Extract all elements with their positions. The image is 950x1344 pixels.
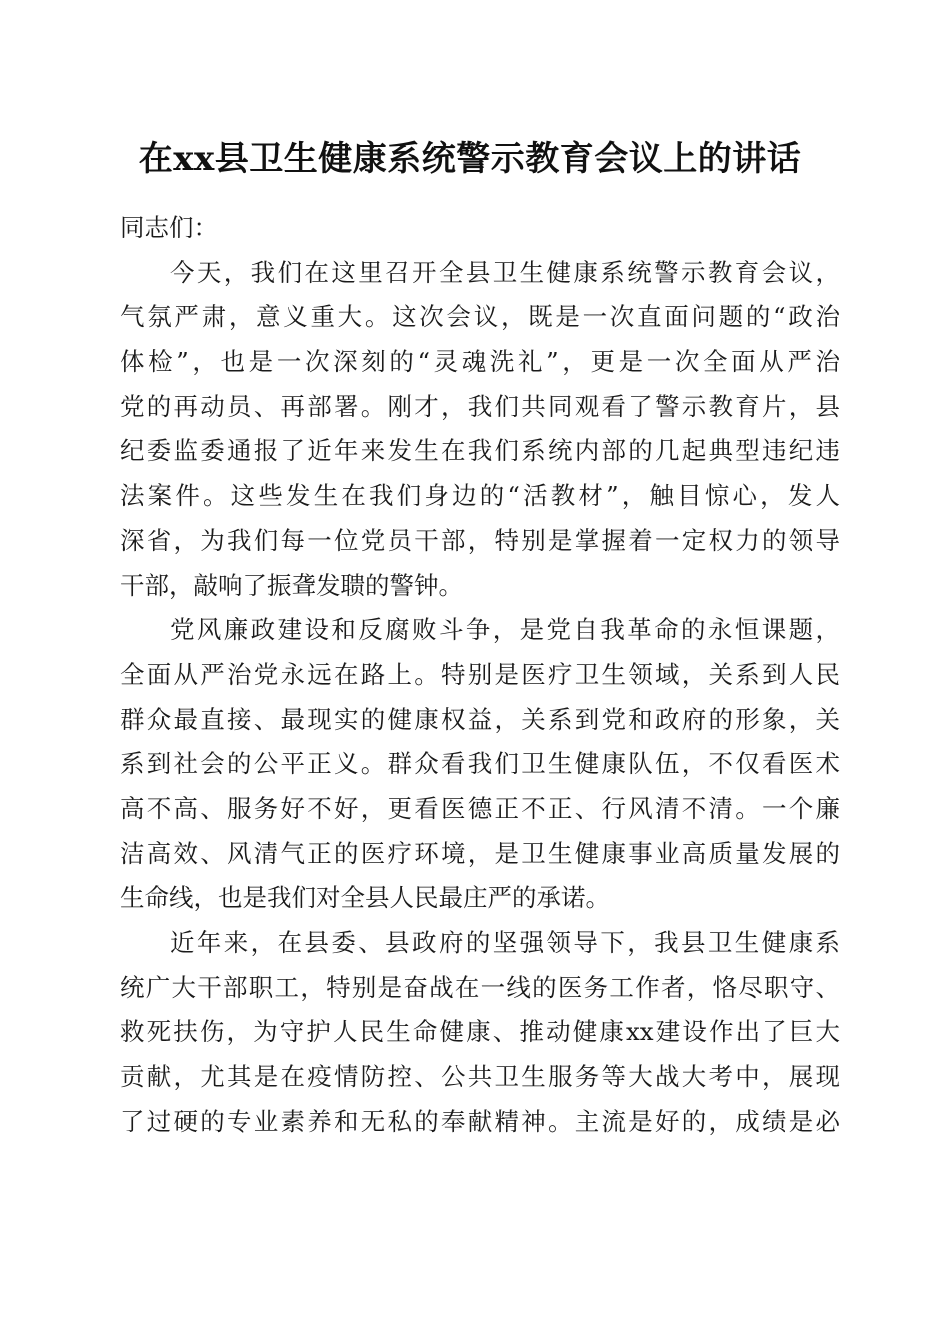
text-line: 今天，我们在这里召开全县卫生健康系统警示教育会议，: [170, 257, 840, 287]
text-line: 法案件。这些发生在我们身边的“活教材”，触目惊心，发人: [120, 481, 840, 511]
text-line: 全面从严治党永远在路上。特别是医疗卫生领域，关系到人民: [120, 659, 840, 689]
text-line: 了过硬的专业素养和无私的奉献精神。主流是好的，成绩是必: [120, 1106, 840, 1136]
text-line: 纪委监委通报了近年来发生在我们系统内部的几起典型违纪违: [120, 436, 840, 466]
text-line: 体检”，也是一次深刻的“灵魂洗礼”，更是一次全面从严治: [120, 347, 840, 377]
text-line: 系到社会的公平正义。群众看我们卫生健康队伍，不仅看医术: [120, 749, 840, 779]
text-line: 深省，为我们每一位党员干部，特别是掌握着一定权力的领导: [120, 525, 840, 555]
text-line: 党的再动员、再部署。刚才，我们共同观看了警示教育片，县: [120, 391, 840, 421]
text-line: 近年来，在县委、县政府的坚强领导下，我县卫生健康系: [170, 928, 840, 957]
paragraph-3: [120, 921, 840, 1144]
document-title: 在xx县卫生健康系统警示教育会议上的讲话: [138, 139, 802, 179]
paragraph-2: [120, 608, 840, 921]
text-line: 群众最直接、最现实的健康权益，关系到党和政府的形象，关: [120, 704, 840, 734]
text-line: 贡献，尤其是在疫情防控、公共卫生服务等大战大考中，展现: [120, 1062, 840, 1092]
text-line: 高不高、服务好不好，更看医德正不正、行风清不清。一个廉: [120, 793, 840, 823]
text-line: 生命线，也是我们对全县人民最庄严的承诺。: [120, 883, 610, 913]
text-line: 干部，敲响了振聋发聩的警钟。: [120, 570, 463, 600]
text-line: 统广大干部职工，特别是奋战在一线的医务工作者，恪尽职守、: [120, 972, 840, 1002]
text-line: 党风廉政建设和反腐败斗争，是党自我革命的永恒课题，: [170, 615, 840, 645]
text-line: 救死扶伤，为守护人民生命健康、推动健康xx建设作出了巨大: [120, 1017, 840, 1047]
document-body: [120, 206, 840, 1144]
paragraph-1: [120, 251, 840, 609]
text-line: 气氛严肃，意义重大。这次会议，既是一次直面问题的“政治: [120, 302, 840, 332]
salutation: 同志们：: [120, 213, 218, 242]
text-line: 洁高效、风清气正的医疗环境，是卫生健康事业高质量发展的: [120, 838, 840, 868]
